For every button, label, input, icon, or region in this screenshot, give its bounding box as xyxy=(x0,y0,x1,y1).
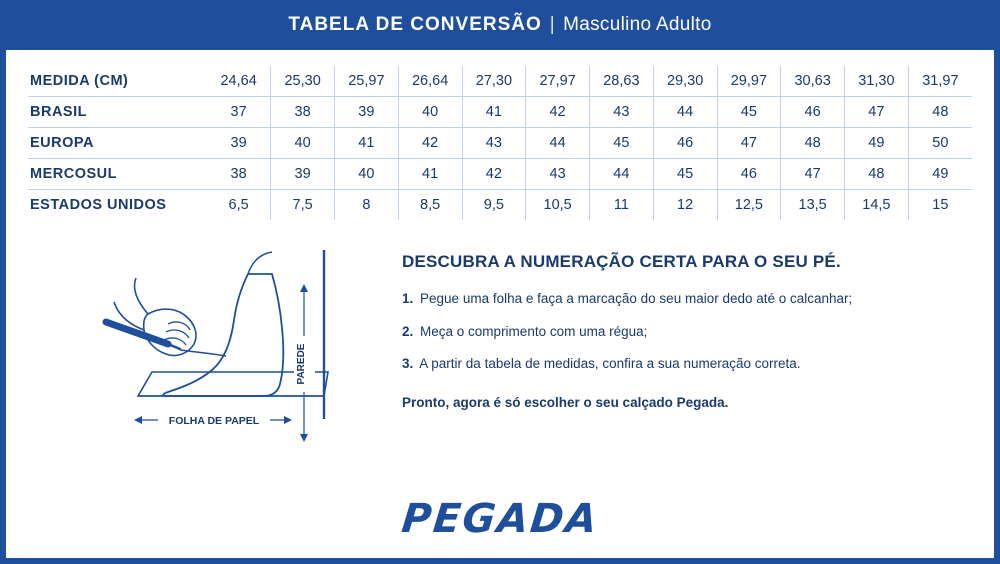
cell-brasil-10: 47 xyxy=(845,97,909,128)
cell-brasil-11: 48 xyxy=(908,97,972,128)
step-number-3: 3. xyxy=(402,356,414,372)
step-text-3: A partir da tabela de medidas, confira a sua numeração correta. xyxy=(419,356,801,372)
cell-brasil-0: 37 xyxy=(230,104,247,120)
cell-mercosul-8: 46 xyxy=(717,159,781,190)
cell-europa-7: 46 xyxy=(653,128,717,159)
cell-medida-1: 25,30 xyxy=(271,66,335,97)
table-row xyxy=(28,159,972,190)
foot-measure-illustration xyxy=(28,244,388,459)
header-separator: | xyxy=(549,14,556,35)
hand-outline xyxy=(144,309,196,355)
step-text-2: Meça o comprimento com uma régua; xyxy=(420,323,648,339)
cell-eua-10: 14,5 xyxy=(845,190,909,221)
cell-medida-6: 28,63 xyxy=(590,66,654,97)
instruction-step-2 xyxy=(402,323,972,341)
cell-eua-5: 10,5 xyxy=(526,190,590,221)
cell-mercosul-3: 41 xyxy=(398,159,462,190)
row-label-europa: EUROPA xyxy=(30,135,94,151)
table-row xyxy=(28,97,972,128)
cell-brasil-5: 42 xyxy=(526,97,590,128)
cell-eua-3: 8,5 xyxy=(398,190,462,221)
cell-eua-11: 15 xyxy=(908,190,972,221)
cell-mercosul-7: 45 xyxy=(653,159,717,190)
instruction-step-3 xyxy=(402,355,972,373)
step-number-1: 1. xyxy=(402,291,414,306)
closing-text: Pronto, agora é só escolher o seu calçado Pegada. xyxy=(402,394,729,410)
cell-europa-10: 49 xyxy=(845,128,909,159)
cell-eua-8: 12,5 xyxy=(717,190,781,221)
cell-mercosul-6: 44 xyxy=(590,159,654,190)
cell-mercosul-11: 49 xyxy=(908,159,972,190)
cell-medida-7: 29,30 xyxy=(653,66,717,97)
pencil-body xyxy=(106,322,168,344)
cell-europa-9: 48 xyxy=(781,128,845,159)
cell-europa-5: 44 xyxy=(526,128,590,159)
cell-europa-6: 45 xyxy=(590,128,654,159)
cell-eua-4: 9,5 xyxy=(462,190,526,221)
page-title: TABELA DE CONVERSÃO xyxy=(288,14,542,35)
cell-mercosul-9: 47 xyxy=(781,159,845,190)
cell-medida-9: 30,63 xyxy=(781,66,845,97)
row-label-medida: MEDIDA (CM) xyxy=(30,73,129,89)
conversion-table-wrapper xyxy=(6,50,994,220)
cell-europa-8: 47 xyxy=(717,128,781,159)
page-header xyxy=(6,0,994,50)
foot-diagram-svg xyxy=(28,244,388,459)
cell-eua-6: 11 xyxy=(590,190,654,221)
instruction-step-1 xyxy=(402,290,972,308)
cell-medida-11: 31,97 xyxy=(908,66,972,97)
foot-outline xyxy=(163,274,283,396)
paper-dim-arrow-right xyxy=(284,416,292,424)
cell-europa-3: 42 xyxy=(398,128,462,159)
row-label-estados-unidos: ESTADOS UNIDOS xyxy=(30,197,167,213)
cell-brasil-4: 41 xyxy=(462,97,526,128)
cell-medida-5: 27,97 xyxy=(526,66,590,97)
paper-label: FOLHA DE PAPEL xyxy=(168,415,260,427)
cell-mercosul-0: 38 xyxy=(230,166,247,182)
paper-dim-arrow-left xyxy=(134,416,142,424)
measure-guide-section xyxy=(6,220,994,459)
instructions-panel xyxy=(388,244,972,459)
cell-eua-7: 12 xyxy=(653,190,717,221)
cell-mercosul-5: 43 xyxy=(526,159,590,190)
cell-brasil-3: 40 xyxy=(398,97,462,128)
wall-dim-arrow-top xyxy=(300,284,308,292)
cell-medida-3: 26,64 xyxy=(398,66,462,97)
forearm-line-upper xyxy=(135,278,149,314)
cell-medida-8: 29,97 xyxy=(717,66,781,97)
step-number-2: 2. xyxy=(402,323,414,339)
cell-europa-2: 41 xyxy=(335,128,399,159)
wall-dim-arrow-bottom xyxy=(300,434,308,442)
wall-label: PAREDE xyxy=(296,343,307,385)
cell-europa-0: 39 xyxy=(230,135,247,151)
trace-line xyxy=(180,350,226,356)
conversion-table xyxy=(28,66,972,220)
cell-mercosul-10: 48 xyxy=(845,159,909,190)
cell-mercosul-1: 39 xyxy=(271,159,335,190)
row-label-mercosul: MERCOSUL xyxy=(30,166,117,182)
cell-brasil-2: 39 xyxy=(335,97,399,128)
cell-mercosul-2: 40 xyxy=(335,159,399,190)
pegada-logo: PEGADA xyxy=(399,496,601,542)
table-row xyxy=(28,66,972,97)
cell-medida-4: 27,30 xyxy=(462,66,526,97)
cell-europa-1: 40 xyxy=(271,128,335,159)
header-subtitle: Masculino Adulto xyxy=(563,14,712,35)
step-text-1: Pegue uma folha e faça a marcação do seu maior dedo até o calcanhar; xyxy=(420,291,853,306)
instructions-heading: DESCUBRA A NUMERAÇÃO CERTA PARA O SEU PÉ. xyxy=(402,252,841,271)
cell-eua-9: 13,5 xyxy=(781,190,845,221)
cell-medida-2: 25,97 xyxy=(335,66,399,97)
finger-line-1 xyxy=(168,322,190,330)
row-label-brasil: BRASIL xyxy=(30,104,87,120)
table-row xyxy=(28,128,972,159)
cell-brasil-7: 44 xyxy=(653,97,717,128)
leg-line xyxy=(248,252,272,274)
cell-europa-11: 50 xyxy=(908,128,972,159)
cell-brasil-8: 45 xyxy=(717,97,781,128)
cell-medida-10: 31,30 xyxy=(845,66,909,97)
cell-brasil-9: 46 xyxy=(781,97,845,128)
cell-europa-4: 43 xyxy=(462,128,526,159)
cell-eua-1: 7,5 xyxy=(271,190,335,221)
cell-mercosul-4: 42 xyxy=(462,159,526,190)
cell-eua-0: 6,5 xyxy=(228,197,249,213)
cell-brasil-1: 38 xyxy=(271,97,335,128)
table-row xyxy=(28,190,972,221)
brand-logo-area xyxy=(6,496,994,542)
finger-line-2 xyxy=(166,330,189,338)
cell-eua-2: 8 xyxy=(335,190,399,221)
cell-brasil-6: 43 xyxy=(590,97,654,128)
cell-medida-0: 24,64 xyxy=(220,73,257,89)
